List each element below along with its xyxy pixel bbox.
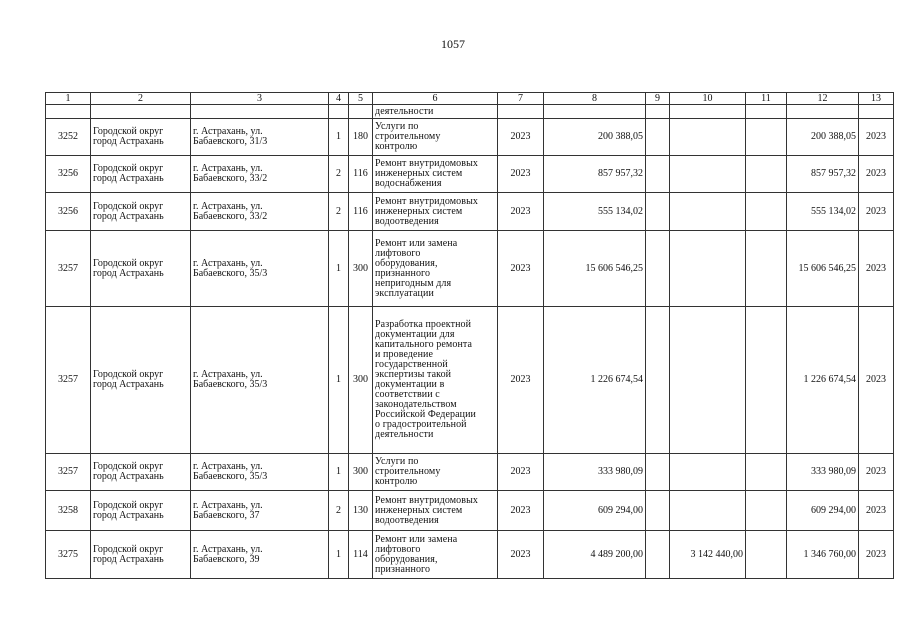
table-row (46, 491, 894, 531)
col4-cell: 1 (329, 231, 349, 307)
col5-cell: 116 (349, 193, 373, 231)
col11-cell (746, 491, 787, 531)
col5-cell: 130 (349, 491, 373, 531)
col4-cell: 2 (329, 156, 349, 193)
col5-cell: 116 (349, 156, 373, 193)
continuation-row (46, 105, 894, 119)
object-id-cell: 3275 (46, 531, 91, 579)
total-cost-cell: 857 957,32 (544, 156, 646, 193)
total-cost-cell: 15 606 546,25 (544, 231, 646, 307)
column-header: 1 (46, 93, 91, 105)
column-header: 2 (91, 93, 191, 105)
page-number: 1057 (441, 37, 465, 51)
table-row (46, 231, 894, 307)
object-id-cell: 3258 (46, 491, 91, 531)
column-header: 8 (544, 93, 646, 105)
address-cell: г. Астрахань, ул. Бабаевского, 33/2 (191, 193, 329, 231)
work-type-cell: Ремонт внутридомовых инженерных систем водоотведения (373, 193, 498, 231)
municipality-cell: Городской округ город Астрахань (91, 307, 191, 454)
column-header: 12 (787, 93, 859, 105)
object-id-cell: 3257 (46, 231, 91, 307)
col5-cell: 180 (349, 119, 373, 156)
col4-cell: 2 (329, 193, 349, 231)
col9-cell (646, 531, 670, 579)
table-row (46, 531, 894, 579)
table-row (46, 454, 894, 491)
col4-cell: 1 (329, 119, 349, 156)
col5-cell: 300 (349, 231, 373, 307)
year-cell: 2023 (498, 231, 544, 307)
address-cell: г. Астрахань, ул. Бабаевского, 31/3 (191, 119, 329, 156)
col12-cell: 200 388,05 (787, 119, 859, 156)
col12-cell: 1 226 674,54 (787, 307, 859, 454)
col11-cell (746, 531, 787, 579)
col13-cell: 2023 (859, 491, 894, 531)
table-row (46, 307, 894, 454)
col11-cell (746, 307, 787, 454)
col13-cell: 2023 (859, 193, 894, 231)
program-table (45, 92, 894, 579)
municipality-cell: Городской округ город Астрахань (91, 231, 191, 307)
col11-cell (746, 454, 787, 491)
col13-cell: 2023 (859, 531, 894, 579)
year-cell: 2023 (498, 531, 544, 579)
municipality-cell: Городской округ город Астрахань (91, 454, 191, 491)
work-type-cell: Разработка проектной документации для капитального ремонта и проведение государственной экспертизы такой документации в соответствии с законодательством Российской Федерации о градостроительной деятельности (373, 307, 498, 454)
column-header: 11 (746, 93, 787, 105)
column-header: 7 (498, 93, 544, 105)
total-cost-cell: 555 134,02 (544, 193, 646, 231)
col4-cell: 2 (329, 491, 349, 531)
municipality-cell: Городской округ город Астрахань (91, 156, 191, 193)
col11-cell (746, 156, 787, 193)
col10-cell (670, 491, 746, 531)
col9-cell (646, 193, 670, 231)
col13-cell: 2023 (859, 119, 894, 156)
total-cost-cell: 1 226 674,54 (544, 307, 646, 454)
work-type-cell: Услуги по строительному контролю (373, 454, 498, 491)
col13-cell: 2023 (859, 156, 894, 193)
col11-cell (746, 119, 787, 156)
work-type-cell: Ремонт или замена лифтового оборудования, признанного непригодным для эксплуатации (373, 231, 498, 307)
col9-cell (646, 307, 670, 454)
address-cell: г. Астрахань, ул. Бабаевского, 35/3 (191, 307, 329, 454)
total-cost-cell: 200 388,05 (544, 119, 646, 156)
object-id-cell: 3252 (46, 119, 91, 156)
column-header: 3 (191, 93, 329, 105)
table-body (46, 93, 894, 579)
col11-cell (746, 231, 787, 307)
year-cell: 2023 (498, 193, 544, 231)
year-cell: 2023 (498, 454, 544, 491)
address-cell: г. Астрахань, ул. Бабаевского, 35/3 (191, 454, 329, 491)
col12-cell: 1 346 760,00 (787, 531, 859, 579)
work-type-cell: Ремонт или замена лифтового оборудования, признанного (373, 531, 498, 579)
column-header: 13 (859, 93, 894, 105)
municipality-cell: Городской округ город Астрахань (91, 119, 191, 156)
col5-cell: 114 (349, 531, 373, 579)
total-cost-cell: 333 980,09 (544, 454, 646, 491)
address-cell: г. Астрахань, ул. Бабаевского, 35/3 (191, 231, 329, 307)
col9-cell (646, 231, 670, 307)
total-cost-cell: 4 489 200,00 (544, 531, 646, 579)
work-type-cell: Ремонт внутридомовых инженерных систем водоснабжения (373, 156, 498, 193)
work-type-cell: деятельности (373, 105, 498, 119)
col9-cell (646, 491, 670, 531)
object-id-cell: 3256 (46, 193, 91, 231)
col12-cell: 15 606 546,25 (787, 231, 859, 307)
col4-cell: 1 (329, 531, 349, 579)
col10-cell (670, 231, 746, 307)
municipality-cell: Городской округ город Астрахань (91, 193, 191, 231)
col13-cell: 2023 (859, 231, 894, 307)
col4-cell: 1 (329, 307, 349, 454)
col10-cell (670, 119, 746, 156)
year-cell: 2023 (498, 307, 544, 454)
col12-cell: 555 134,02 (787, 193, 859, 231)
col5-cell: 300 (349, 307, 373, 454)
year-cell: 2023 (498, 156, 544, 193)
object-id-cell: 3257 (46, 307, 91, 454)
address-cell: г. Астрахань, ул. Бабаевского, 37 (191, 491, 329, 531)
col10-cell: 3 142 440,00 (670, 531, 746, 579)
col9-cell (646, 119, 670, 156)
table-row (46, 119, 894, 156)
column-header: 5 (349, 93, 373, 105)
col10-cell (670, 156, 746, 193)
col5-cell: 300 (349, 454, 373, 491)
col10-cell (670, 454, 746, 491)
col12-cell: 857 957,32 (787, 156, 859, 193)
col4-cell: 1 (329, 454, 349, 491)
col13-cell: 2023 (859, 454, 894, 491)
work-type-cell: Услуги по строительному контролю (373, 119, 498, 156)
municipality-cell: Городской округ город Астрахань (91, 491, 191, 531)
object-id-cell: 3256 (46, 156, 91, 193)
column-header: 10 (670, 93, 746, 105)
year-cell: 2023 (498, 119, 544, 156)
municipality-cell: Городской округ город Астрахань (91, 531, 191, 579)
table-row (46, 156, 894, 193)
col12-cell: 333 980,09 (787, 454, 859, 491)
col12-cell: 609 294,00 (787, 491, 859, 531)
address-cell: г. Астрахань, ул. Бабаевского, 39 (191, 531, 329, 579)
col9-cell (646, 156, 670, 193)
col11-cell (746, 193, 787, 231)
column-number-row (46, 93, 894, 105)
column-header: 9 (646, 93, 670, 105)
work-type-cell: Ремонт внутридомовых инженерных систем водоотведения (373, 491, 498, 531)
table-row (46, 193, 894, 231)
year-cell: 2023 (498, 491, 544, 531)
col10-cell (670, 193, 746, 231)
col13-cell: 2023 (859, 307, 894, 454)
column-header: 4 (329, 93, 349, 105)
object-id-cell: 3257 (46, 454, 91, 491)
column-header: 6 (373, 93, 498, 105)
address-cell: г. Астрахань, ул. Бабаевского, 33/2 (191, 156, 329, 193)
col9-cell (646, 454, 670, 491)
total-cost-cell: 609 294,00 (544, 491, 646, 531)
col10-cell (670, 307, 746, 454)
